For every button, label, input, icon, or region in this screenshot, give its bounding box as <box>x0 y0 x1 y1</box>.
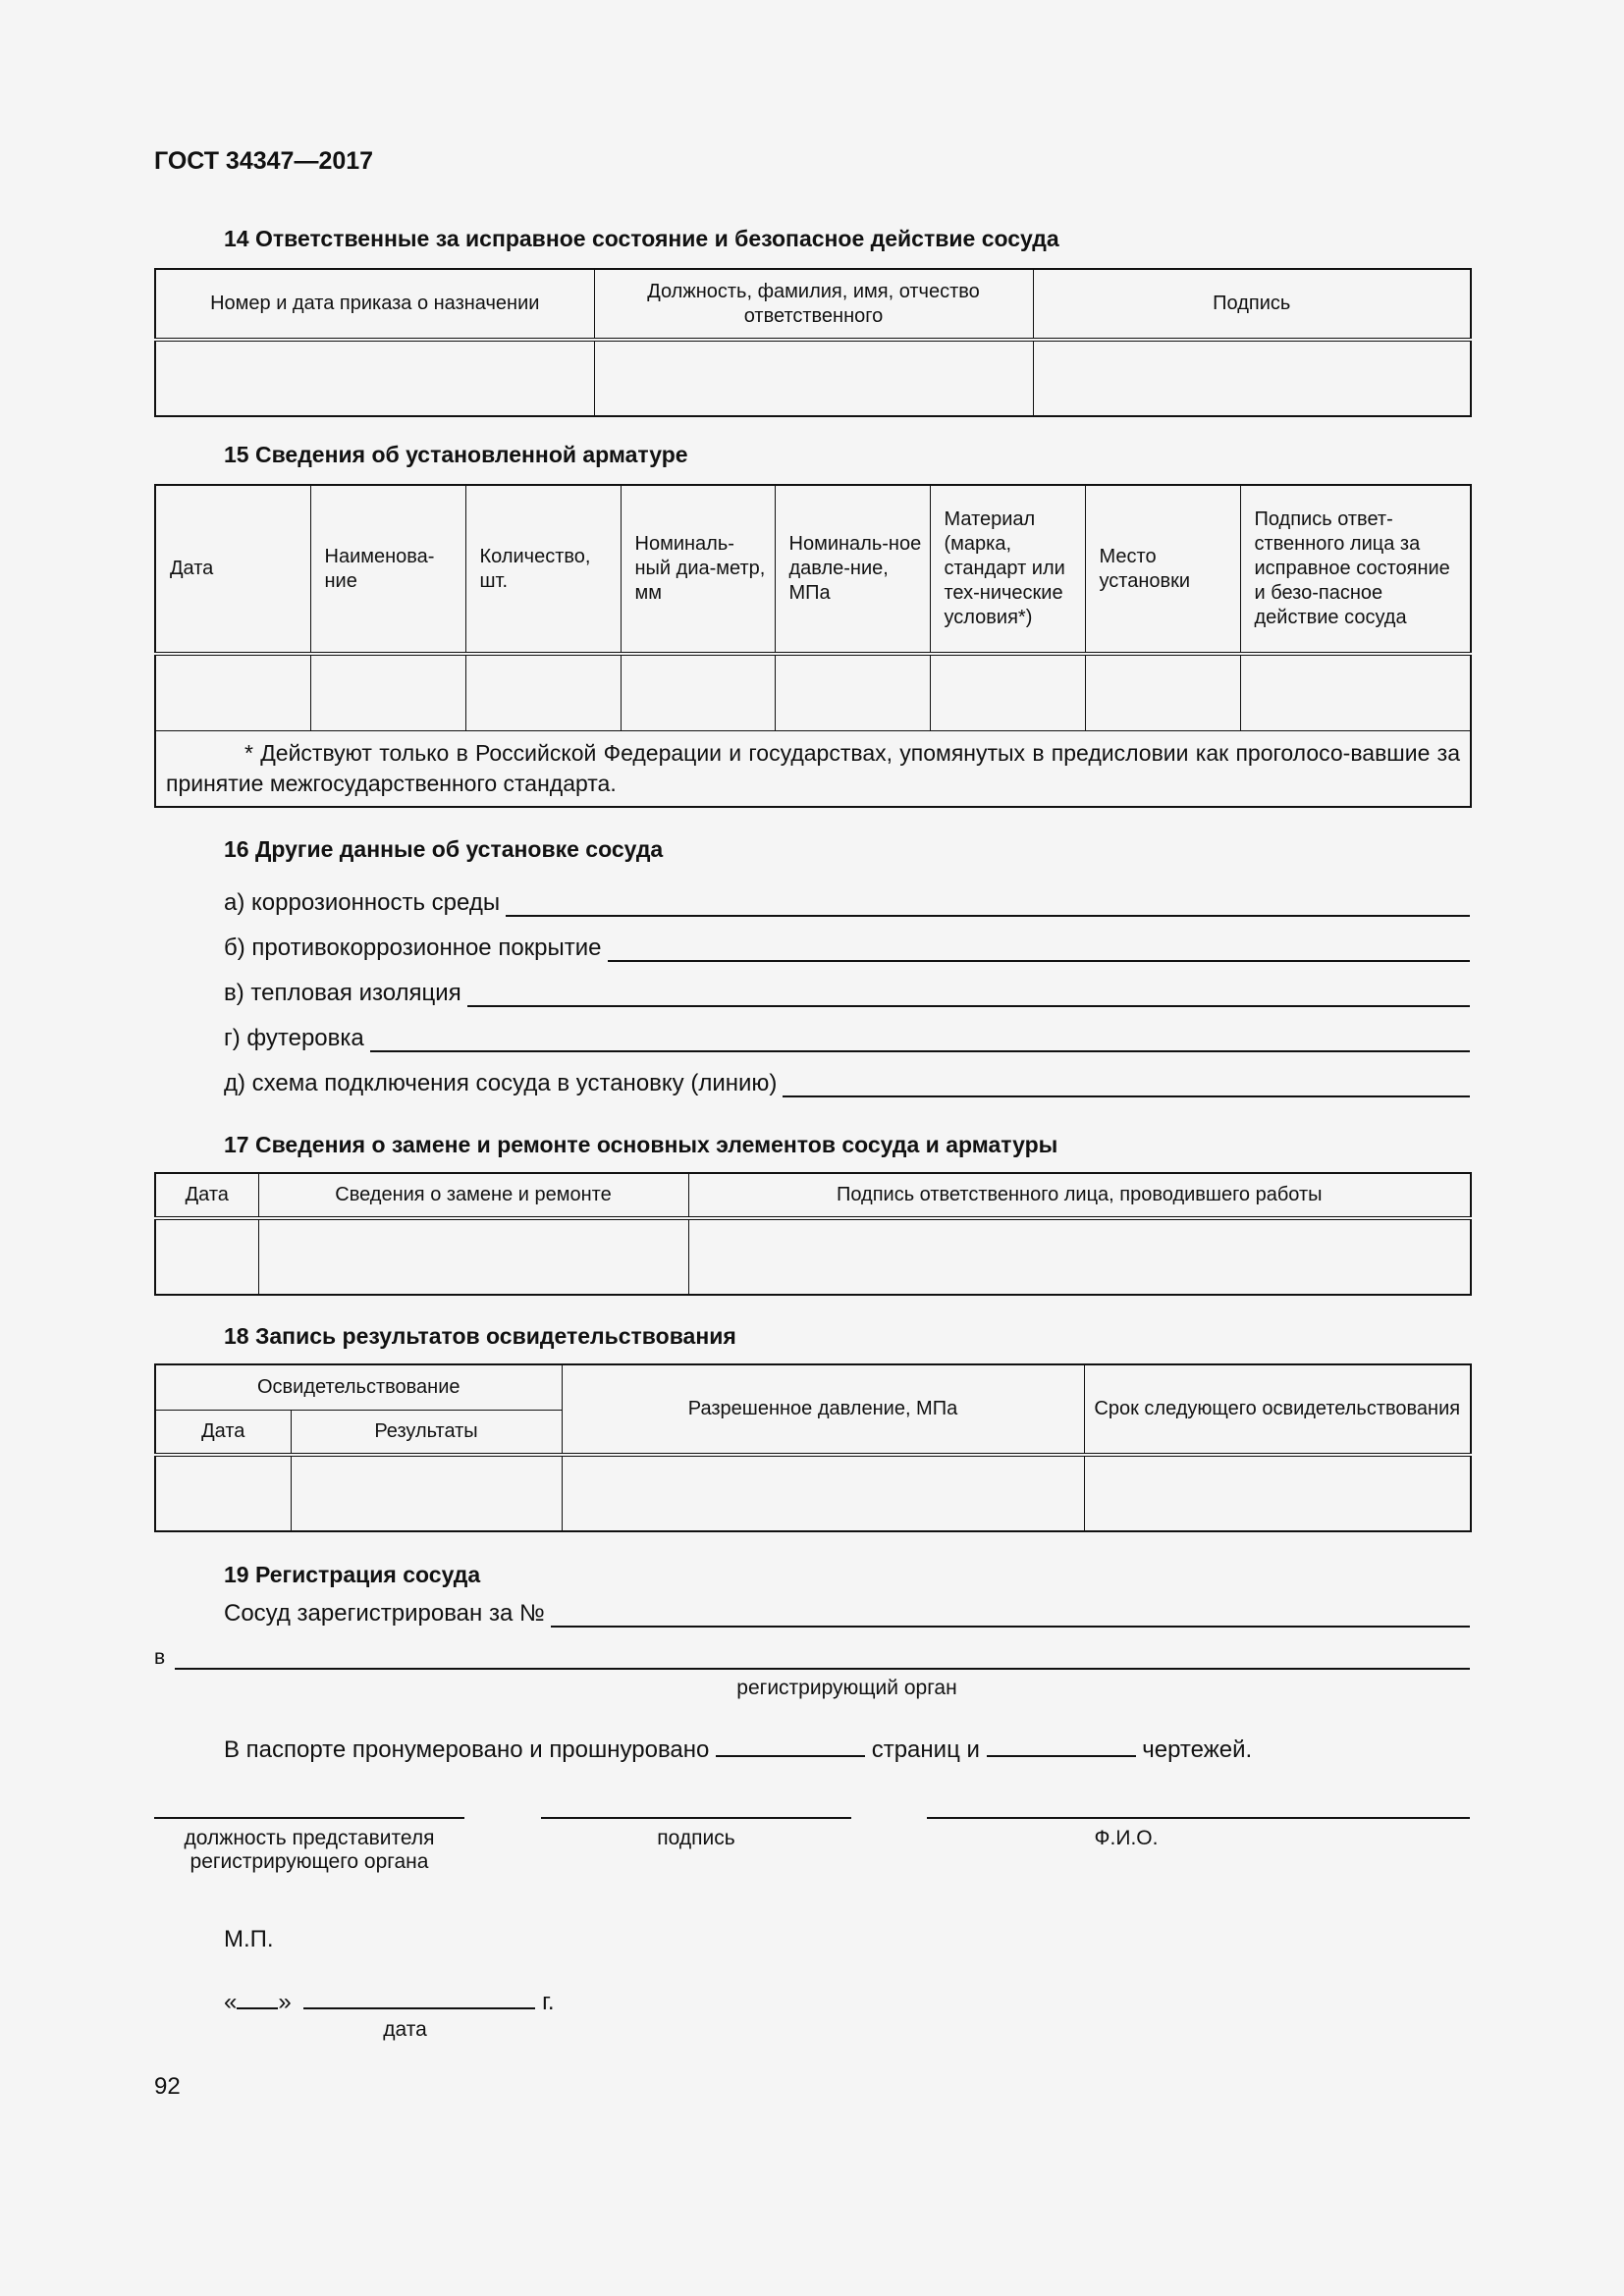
column-header: Наименова-ние <box>310 485 465 654</box>
table-cell[interactable] <box>155 1218 258 1295</box>
position-caption: должность представителя регистрирующего органа <box>184 1827 435 1873</box>
table-cell[interactable] <box>1084 1455 1471 1531</box>
drawings-count-blank[interactable] <box>987 1734 1136 1757</box>
quote-close: » <box>278 1989 292 2015</box>
column-header: Дата <box>155 485 310 654</box>
table-row <box>155 1218 1471 1295</box>
connection-scheme-field <box>224 1070 1470 1097</box>
page-number: 92 <box>154 2073 181 2100</box>
column-header: Номиналь-ное давле-ние, МПа <box>775 485 930 654</box>
passport-text-c: чертежей. <box>1142 1736 1253 1763</box>
section-19-title: 19 Регистрация сосуда <box>224 1562 481 1587</box>
responsible-table <box>154 268 1472 417</box>
table-cell[interactable] <box>291 1455 562 1531</box>
stamp-place: М.П. <box>224 1926 274 1952</box>
table-header-row <box>155 1173 1471 1218</box>
table-header-row <box>155 485 1471 654</box>
table-header-row <box>155 269 1471 340</box>
table-cell[interactable] <box>594 340 1033 416</box>
column-header: Номер и дата приказа о назначении <box>155 269 594 340</box>
thermal-insulation-field <box>224 980 1470 1007</box>
field-label: б) противокоррозионное покрытие <box>224 934 602 961</box>
full-name-caption: Ф.И.О. <box>1094 1827 1159 1849</box>
field-label: а) коррозионность среды <box>224 889 501 916</box>
column-header: Подпись <box>1033 269 1471 340</box>
passport-sentence <box>224 1734 1252 1764</box>
field-label: в) тепловая изоляция <box>224 980 461 1006</box>
year-suffix: г. <box>542 1989 555 2015</box>
lining-field <box>224 1025 1470 1052</box>
position-signature-line[interactable] <box>154 1817 464 1819</box>
table-cell[interactable] <box>258 1218 688 1295</box>
footnote-text: * Действуют только в Российской Федерации и государствах, упомянутых в предисловии как проголосо-вавшие за принятие межгосударственного стандарта. <box>155 730 1471 807</box>
field-label: г) футеровка <box>224 1025 364 1051</box>
full-name-line[interactable] <box>927 1817 1470 1819</box>
fill-line[interactable] <box>370 1027 1470 1052</box>
column-header: Сведения о замене и ремонте <box>258 1173 688 1218</box>
fill-line[interactable] <box>783 1072 1470 1097</box>
registering-authority-field <box>154 1644 1470 1670</box>
signature-caption: подпись <box>657 1827 735 1849</box>
column-header: Номиналь-ный диа-метр, мм <box>621 485 775 654</box>
quote-open: « <box>224 1989 238 2015</box>
field-label: в <box>154 1646 166 1669</box>
field-label: д) схема подключения сосуда в установку (линию) <box>224 1070 778 1096</box>
table-cell[interactable] <box>1033 340 1471 416</box>
table-row <box>155 340 1471 416</box>
registering-authority-caption: регистрирующий орган <box>736 1677 957 1699</box>
repairs-table <box>154 1172 1472 1296</box>
section-18-title: 18 Запись результатов освидетельствования <box>224 1323 736 1349</box>
table-cell[interactable] <box>621 654 775 730</box>
table-cell[interactable] <box>930 654 1085 730</box>
column-header: Дата <box>155 1410 291 1455</box>
column-header: Место установки <box>1085 485 1240 654</box>
section-16-title: 16 Другие данные об установке сосуда <box>224 836 664 862</box>
table-row <box>155 1455 1471 1531</box>
table-cell[interactable] <box>155 1455 291 1531</box>
table-cell[interactable] <box>465 654 621 730</box>
fill-line[interactable] <box>608 936 1470 962</box>
table-cell[interactable] <box>1085 654 1240 730</box>
date-line <box>224 1986 555 2016</box>
section-15-title: 15 Сведения об установленной арматуре <box>224 442 688 467</box>
footnote-row <box>155 730 1471 807</box>
table-cell[interactable] <box>562 1455 1084 1531</box>
column-header: Подпись ответственного лица, проводившего работы <box>688 1173 1471 1218</box>
table-cell[interactable] <box>155 654 310 730</box>
inspection-table <box>154 1363 1472 1532</box>
fill-line[interactable] <box>506 891 1470 917</box>
table-cell[interactable] <box>310 654 465 730</box>
column-header: Разрешенное давление, МПа <box>562 1364 1084 1455</box>
table-header-row <box>155 1364 1471 1410</box>
section-17-title: 17 Сведения о замене и ремонте основных элементов сосуда и арматуры <box>224 1132 1058 1157</box>
fittings-table <box>154 484 1472 808</box>
anticorrosion-field <box>224 934 1470 962</box>
column-header: Материал (марка, стандарт или тех-нические условия*) <box>930 485 1085 654</box>
field-label: Сосуд зарегистрирован за № <box>224 1600 545 1627</box>
passport-text-b: страниц и <box>871 1736 980 1763</box>
column-group-header: Освидетельствование <box>155 1364 562 1410</box>
section-14-title: 14 Ответственные за исправное состояние и безопасное действие сосуда <box>224 226 1059 251</box>
column-header: Результаты <box>291 1410 562 1455</box>
column-header: Должность, фамилия, имя, отчество ответственного <box>594 269 1033 340</box>
corrosiveness-field <box>224 889 1470 917</box>
pages-count-blank[interactable] <box>716 1734 865 1757</box>
registration-number-field <box>224 1600 1470 1628</box>
fill-line[interactable] <box>175 1644 1470 1670</box>
table-cell[interactable] <box>775 654 930 730</box>
fill-line[interactable] <box>551 1602 1470 1628</box>
month-year-blank[interactable] <box>303 1986 535 2009</box>
fill-line[interactable] <box>467 982 1470 1007</box>
signature-line[interactable] <box>541 1817 851 1819</box>
table-cell[interactable] <box>155 340 594 416</box>
day-blank[interactable] <box>237 1986 278 2009</box>
column-header: Срок следующего освидетельствования <box>1084 1364 1471 1455</box>
date-caption: дата <box>383 2018 427 2041</box>
column-header: Дата <box>155 1173 258 1218</box>
column-header: Подпись ответ-ственного лица за исправное состояние и безо-пасное действие сосуда <box>1240 485 1471 654</box>
table-cell[interactable] <box>1240 654 1471 730</box>
column-header: Количество, шт. <box>465 485 621 654</box>
document-title: ГОСТ 34347—2017 <box>154 147 374 175</box>
table-row <box>155 654 1471 730</box>
table-cell[interactable] <box>688 1218 1471 1295</box>
passport-text-a: В паспорте пронумеровано и прошнуровано <box>224 1736 710 1763</box>
